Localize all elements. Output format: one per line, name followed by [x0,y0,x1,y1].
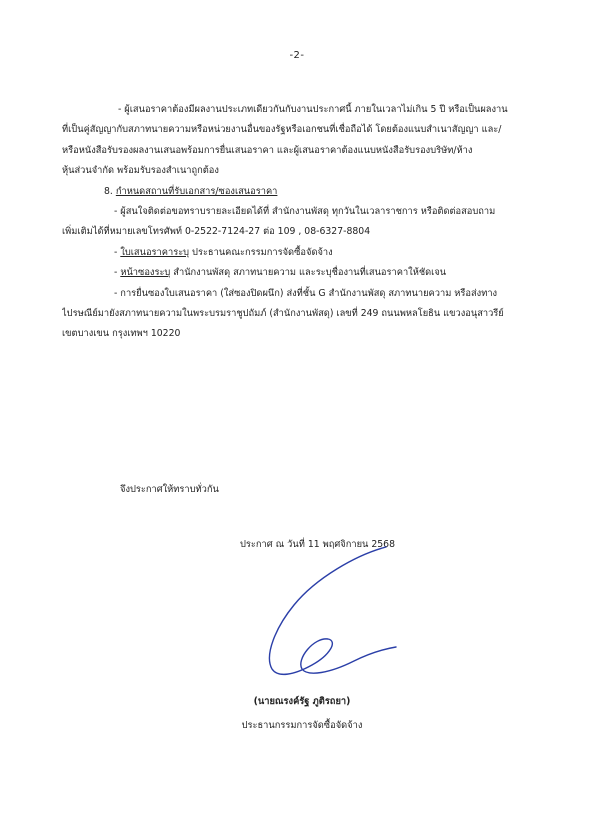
para1-line-1: - ผู้เสนอราคาต้องมีผลงานประเภทเดียวกันกับงานประกาศนี้ ภายในเวลาไม่เกิน 5 ปี หรือเป็นผลงาน [118,104,508,115]
submission-line-2: ไปรษณีย์มายังสภาทนายความในพระบรมราชูปถัมภ์ (สำนักงานพัสดุ) เลขที่ 249 ถนนพหลโยธิน แขวงอนุสาวรีย์ [62,308,504,320]
envelope-label-prefix: - [114,267,121,279]
quote-label-rest: ประธานคณะกรรมการจัดซื้อจัดจ้าง [189,246,333,258]
envelope-label-rest: สำนักงานพัสดุ สภาทนายความ และระบุชื่องานที่เสนอราคาให้ชัดเจน [170,267,447,279]
submission-line-3: เขตบางเขน กรุงเทพฯ 10220 [62,328,181,340]
section-8-number: 8. [104,185,113,197]
para1-line-3: หรือหนังสือรับรองผลงานเสนอพร้อมการยื่นเสนอราคา และผู้เสนอราคาต้องแนบหนังสือรับรองบริษัท/ห้าง [62,144,473,156]
quote-label-underlined: ใบเสนอราคาระบุ [120,246,190,258]
quote-label-line [62,243,536,263]
page-number: -2- [289,50,305,61]
para1-line-4: หุ้นส่วนจำกัด พร้อมรับรองสำเนาถูกต้อง [62,165,219,177]
envelope-label-underlined: หน้าซองระบุ [120,267,171,279]
envelope-label-line [62,263,536,283]
para1-line-2: ที่เป็นคู่สัญญากับสภาทนายความหรือหน่วยงานอื่นของรัฐหรือเอกชนที่เชื่อถือได้ โดยต้องแนบสำเนาสัญญา และ/ [62,124,502,136]
submission-line-1: - การยื่นซองใบเสนอราคา (ใส่ซองปิดผนึก) ส่งที่ชั้น G สำนักงานพัสดุ สภาทนายความ หรือส่งทาง [114,287,498,299]
handwritten-signature [258,543,408,683]
contact-line-2: เพิ่มเติมได้ที่หมายเลขโทรศัพท์ 0-2522-7124-27 ต่อ 109 , 08-6327-8804 [62,226,371,238]
contact-line-1: - ผู้สนใจติดต่อขอทราบรายละเอียดได้ที่ สำนักงานพัสดุ ทุกวันในเวลาราชการ หรือติดต่อสอบถาม [114,206,496,218]
signer-name: (นายณรงค์รัฐ ภูติรถยา) [253,696,351,707]
closing-statement: จึงประกาศให้ทราบทั่วกัน [120,484,219,495]
section-8-title: กำหนดสถานที่รับเอกสาร/ซองเสนอราคา [115,185,278,197]
quote-label-prefix: - [114,246,121,258]
announcement-date: ประกาศ ณ วันที่ 11 พฤศจิกายน 2568 [240,539,395,550]
document-body [62,100,536,345]
section-8-heading [62,182,536,202]
signer-title: ประธานกรรมการจัดซื้อจัดจ้าง [241,720,363,731]
